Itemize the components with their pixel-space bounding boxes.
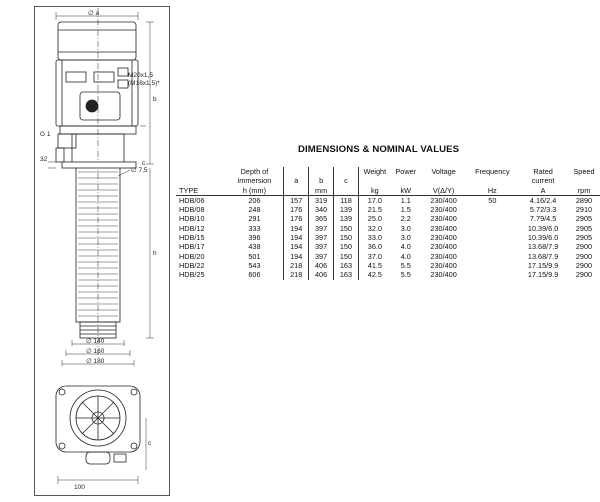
table-cell: 21.5 — [367, 205, 382, 215]
motor-fan-cover — [58, 22, 136, 60]
table-cell: 2900 — [575, 242, 593, 252]
header-row-2: immersion a b c current — [237, 176, 555, 186]
table-cell: 397 — [309, 224, 334, 233]
table-cell: 206 — [248, 195, 261, 205]
table-cell — [466, 252, 518, 261]
table-cell: HDB/08 — [179, 205, 205, 215]
thread-label: M20x1,5 — [128, 72, 153, 79]
table-cell: 10.39/6.0 — [527, 223, 559, 233]
table-cell: 230/400 — [430, 214, 457, 224]
table-cell: 25.0 — [367, 214, 382, 224]
dim-c-label: c — [142, 160, 146, 167]
table-cell: HDB/25 — [179, 270, 205, 280]
table-cell: 1.1 — [400, 195, 411, 205]
table-row — [176, 214, 600, 223]
table-cell: 2910 — [575, 205, 593, 215]
table-cell: 150 — [334, 242, 359, 251]
table-cell: 13.68/7.9 — [527, 251, 559, 261]
table-cell: 365 — [309, 214, 334, 223]
spec-table-body — [176, 195, 600, 279]
table-cell: 501 — [248, 251, 261, 261]
table-cell: 150 — [334, 224, 359, 233]
table-cell: 333 — [248, 223, 261, 233]
table-cell: 36.0 — [367, 242, 382, 252]
table-cell: 163 — [334, 261, 359, 270]
table-cell: 397 — [309, 233, 334, 242]
table-cell: 13.68/7.9 — [527, 242, 559, 252]
header-row-1: Depth of Weight Power Voltage Frequency Rated Speed — [240, 167, 595, 176]
table-cell: 176 — [284, 214, 309, 223]
table-cell: 4.0 — [400, 251, 411, 261]
table-cell: 218 — [284, 270, 309, 279]
table-cell: 2900 — [575, 270, 593, 280]
table-cell: 3.0 — [400, 223, 411, 233]
table-cell: 230/400 — [430, 242, 457, 252]
table-cell: HDB/22 — [179, 260, 205, 270]
table-cell: 139 — [334, 205, 359, 214]
table-cell: 2900 — [575, 251, 593, 261]
table-cell: 163 — [334, 270, 359, 279]
dim-100-label: 100 — [74, 484, 85, 491]
table-cell: 33.0 — [367, 233, 382, 243]
table-cell: 397 — [309, 242, 334, 251]
table-cell: 218 — [284, 261, 309, 270]
outlet — [58, 134, 76, 148]
table-row — [176, 224, 600, 233]
dim-a-label: ∅ a — [88, 10, 100, 17]
table-cell: 194 — [284, 252, 309, 261]
table-cell: 194 — [284, 242, 309, 251]
table-cell: 1.5 — [400, 205, 411, 215]
table-cell: HDB/15 — [179, 233, 205, 243]
table-cell: 194 — [284, 224, 309, 233]
table-cell — [466, 270, 518, 279]
table-row — [176, 270, 600, 279]
dia-180-label: ∅ 180 — [86, 358, 105, 365]
table-cell: 17.15/9.9 — [527, 270, 559, 280]
table-row — [176, 233, 600, 242]
table-cell: 2905 — [575, 223, 593, 233]
table-cell: 230/400 — [430, 270, 457, 280]
table-cell: 230/400 — [430, 251, 457, 261]
table-row — [176, 195, 600, 205]
table-cell: 543 — [248, 260, 261, 270]
table-cell: 340 — [309, 205, 334, 214]
table-cell: HDB/06 — [179, 195, 205, 205]
table-cell: 2905 — [575, 214, 593, 224]
table-cell: 4.0 — [400, 242, 411, 252]
table-cell: 248 — [248, 205, 261, 215]
header-row-3: TYPE h (mm) mm kg kW V(Δ/Y) Hz A rpm — [176, 186, 600, 196]
dia-140-label: ∅ 140 — [86, 338, 105, 345]
table-cell: 118 — [334, 195, 359, 205]
table-cell: 32.0 — [367, 223, 382, 233]
dim-h-label: h — [153, 250, 157, 257]
table-cell: 7.79/4.5 — [529, 214, 557, 224]
table-row — [176, 205, 600, 214]
table-cell: 150 — [334, 233, 359, 242]
table-cell: 2900 — [575, 260, 593, 270]
table-cell — [466, 214, 518, 223]
table-cell: 42.5 — [367, 270, 382, 280]
dim-c-bottom-label: c — [148, 440, 152, 447]
table-cell: 230/400 — [430, 260, 457, 270]
table-cell: 291 — [248, 214, 261, 224]
dim-hole-label: ∅ 7,5 — [131, 167, 148, 174]
table-cell: HDB/12 — [179, 223, 205, 233]
mounting-plate — [62, 162, 136, 168]
table-cell: 2890 — [575, 195, 593, 205]
table-cell: 606 — [248, 270, 261, 280]
table-row — [176, 242, 600, 251]
table-cell: 37.0 — [367, 251, 382, 261]
thread-alt-label: (M16x1,5)* — [128, 80, 160, 87]
table-cell: 230/400 — [430, 195, 457, 205]
table-cell — [466, 205, 518, 214]
table-cell: 438 — [248, 242, 261, 252]
table-cell — [466, 261, 518, 270]
dim-g-label: G 1 — [40, 131, 51, 138]
table-cell: 319 — [309, 195, 334, 205]
spec-table — [176, 167, 600, 280]
table-cell: 17.0 — [367, 195, 382, 205]
table-cell — [466, 233, 518, 242]
motor-body — [56, 60, 138, 126]
table-cell: 396 — [248, 233, 261, 243]
dim-32-label: 32 — [40, 156, 48, 163]
table-cell: 230/400 — [430, 223, 457, 233]
table-cell: HDB/17 — [179, 242, 205, 252]
table-cell: 41.5 — [367, 260, 382, 270]
table-cell: 5.5 — [400, 260, 411, 270]
table-cell: 17.15/9.9 — [527, 260, 559, 270]
table-row — [176, 261, 600, 270]
table-cell: 406 — [309, 270, 334, 279]
table-cell: 230/400 — [430, 205, 457, 215]
table-cell: 157 — [284, 195, 309, 205]
table-cell: 230/400 — [430, 233, 457, 243]
table-cell: HDB/10 — [179, 214, 205, 224]
table-cell: 2905 — [575, 233, 593, 243]
table-cell: 139 — [334, 214, 359, 223]
table-cell: HDB/20 — [179, 251, 205, 261]
table-cell: 2.2 — [400, 214, 411, 224]
table-cell — [466, 242, 518, 251]
table-cell: 150 — [334, 252, 359, 261]
dia-160-label: ∅ 160 — [86, 348, 105, 355]
dim-b-label: b — [153, 96, 157, 103]
table-cell: 50 — [488, 195, 497, 205]
brand-logo — [86, 100, 98, 112]
table-cell: 397 — [309, 252, 334, 261]
table-cell: 3.0 — [400, 233, 411, 243]
page-title: DIMENSIONS & NOMINAL VALUES — [298, 144, 460, 155]
table-cell: 176 — [284, 205, 309, 214]
table-row — [176, 252, 600, 261]
table-cell: 194 — [284, 233, 309, 242]
table-cell: 406 — [309, 261, 334, 270]
table-cell: 4.16/2.4 — [529, 195, 557, 205]
table-cell: 5.72/3.3 — [529, 205, 557, 215]
table-cell — [466, 224, 518, 233]
table-cell: 5.5 — [400, 270, 411, 280]
table-cell: 10.39/6.0 — [527, 233, 559, 243]
